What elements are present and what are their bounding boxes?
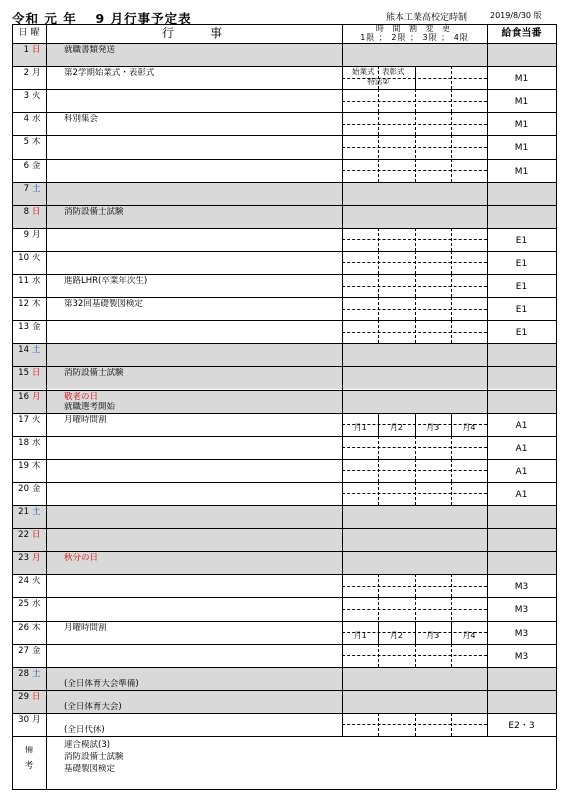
weekday: 月 [32, 553, 41, 564]
timetable-divider [378, 644, 379, 667]
row-line [12, 690, 556, 691]
event-text: 第2学期始業式・表彰式 [64, 68, 155, 79]
period-change: 月2 [389, 630, 403, 640]
lunch-duty-value: A1 [515, 420, 528, 431]
day-number: 12 [18, 299, 29, 310]
timetable-divider [415, 251, 416, 274]
day-number: 26 [18, 622, 29, 633]
timetable-divider [451, 112, 452, 135]
lunch-duty-value: E2・3 [508, 720, 535, 731]
timetable-divider [451, 644, 452, 667]
timetable-divider [378, 251, 379, 274]
lunch-duty-value: E1 [515, 235, 528, 246]
event-text: (全日体育大会準備) [64, 678, 139, 689]
day-number: 6 [23, 160, 29, 171]
timetable-divider [378, 274, 379, 297]
weekday: 木 [32, 137, 41, 148]
day-number: 27 [18, 645, 29, 656]
event-text: 就職書類発送 [64, 45, 116, 55]
timetable-divider [415, 320, 416, 343]
lunch-duty-value: M1 [514, 166, 529, 177]
lunch-duty-value: A1 [515, 489, 528, 500]
timetable-divider [378, 413, 379, 436]
timetable-divider [451, 574, 452, 597]
lunch-duty-value: E1 [515, 305, 528, 316]
weekday: 土 [32, 183, 41, 194]
row-gray-fill [12, 505, 556, 528]
event-text: 月曜時間割 [64, 622, 107, 633]
weekday: 月 [32, 714, 41, 725]
row-line [12, 621, 556, 622]
period-change-note: 特活② [367, 77, 390, 87]
event-text: 第32回基礎製図検定 [64, 299, 143, 310]
lunch-duty-value: E1 [515, 282, 528, 292]
day-number: 19 [18, 460, 29, 471]
timetable-divider [415, 644, 416, 667]
weekday: 金 [32, 322, 41, 333]
event-text: (全日体育大会) [64, 701, 122, 712]
day-number: 5 [23, 137, 29, 148]
timetable-divider [378, 621, 379, 644]
timetable-divider [451, 482, 452, 505]
timetable-divider [415, 459, 416, 482]
lunch-duty-value: M1 [514, 74, 529, 85]
lunch-duty-value: A1 [515, 443, 528, 454]
day-number: 9 [23, 229, 29, 240]
timetable-divider [415, 713, 416, 736]
weekday: 日 [32, 45, 41, 55]
row-line [12, 713, 556, 714]
lunch-duty-value: M1 [514, 120, 529, 131]
event-text: 月曜時間割 [64, 414, 107, 425]
row-line [12, 551, 556, 552]
events-header: 行 事 [161, 26, 226, 40]
day-number: 30 [18, 714, 29, 725]
event-text: 敬老の日 [64, 391, 99, 402]
row-line [12, 135, 556, 136]
weekday: 月 [32, 229, 41, 240]
lunch-duty-value: M3 [514, 605, 529, 616]
timetable-divider [451, 459, 452, 482]
day-number: 22 [18, 530, 29, 541]
weekday: 金 [32, 645, 41, 656]
row-line [12, 89, 556, 90]
event-text: 科別集会 [64, 114, 99, 125]
lunch-duty-value: M3 [514, 628, 529, 639]
period-change: 月3 [426, 630, 440, 640]
lunch-duty-value: E1 [515, 328, 528, 339]
schedule-title: 令和 元 年 9 月行事予定表 [12, 11, 192, 26]
timetable-divider [378, 66, 379, 89]
event-text: 消防設備士試験 [64, 206, 124, 217]
day-number: 23 [18, 553, 29, 564]
timetable-divider [378, 228, 379, 251]
row-line [12, 66, 556, 67]
weekday: 水 [32, 599, 41, 610]
period-change: 月2 [389, 422, 403, 432]
timetable-divider [451, 159, 452, 182]
day-number: 17 [18, 414, 29, 425]
period-change: 月1 [353, 630, 367, 640]
day-number: 10 [18, 252, 29, 263]
timetable-divider [415, 228, 416, 251]
remark-line: 消防設備士試験 [64, 752, 124, 762]
day-number: 25 [18, 599, 29, 610]
day-number: 16 [18, 391, 29, 402]
weekday: 金 [32, 160, 41, 171]
timetable-divider [415, 66, 416, 89]
weekday: 日 [32, 368, 41, 379]
weekday: 火 [32, 252, 41, 263]
timetable-divider [378, 320, 379, 343]
row-line [12, 182, 556, 183]
weekday: 土 [32, 668, 41, 679]
row-line [12, 112, 556, 113]
row-line [12, 366, 556, 367]
event-text: 進路LHR(卒業年次生) [64, 276, 148, 286]
timetable-divider [415, 413, 416, 436]
school-name: 熊本工業高校定時制 [386, 13, 468, 23]
period-change: 月4 [462, 422, 476, 432]
day-number: 8 [23, 206, 29, 217]
timetable-divider [415, 159, 416, 182]
row-line [12, 413, 556, 414]
timetable-divider [451, 597, 452, 620]
timetable-divider [451, 66, 452, 89]
day-number: 28 [18, 668, 29, 679]
row-line [12, 505, 556, 506]
column-line [342, 24, 343, 736]
weekday: 火 [32, 576, 41, 587]
day-number: 15 [18, 368, 29, 379]
timetable-divider [415, 597, 416, 620]
row-gray-fill [12, 343, 556, 366]
timetable-divider [378, 159, 379, 182]
timetable-divider [378, 112, 379, 135]
row-line [12, 297, 556, 298]
timetable-divider [451, 251, 452, 274]
timetable-divider [451, 713, 452, 736]
timetable-divider [378, 89, 379, 112]
day-number: 1 [23, 45, 29, 55]
weekday: 土 [32, 507, 41, 517]
row-line [12, 736, 556, 737]
day-number: 21 [18, 507, 29, 517]
timetable-divider [415, 621, 416, 644]
timetable-divider [415, 274, 416, 297]
row-line [12, 597, 556, 598]
weekday: 水 [32, 114, 41, 125]
remark-line: 連合模試(3) [64, 740, 111, 750]
day-weekday-header: 日 曜 [18, 28, 40, 38]
row-gray-fill [12, 528, 556, 551]
timetable-divider [451, 135, 452, 158]
periods-header: 1限 ； 2限 ； 3限 ； 4限 [360, 33, 469, 42]
period-change: 月4 [462, 630, 476, 640]
weekday: 日 [32, 206, 41, 217]
timetable-divider [451, 621, 452, 644]
timetable-divider [451, 89, 452, 112]
event-text: 秋分の日 [64, 553, 99, 564]
day-number: 14 [18, 345, 29, 356]
day-number: 11 [18, 276, 29, 286]
version-date: 2019/8/30 版 [490, 11, 542, 20]
timetable-divider [451, 320, 452, 343]
column-line [12, 24, 13, 789]
timetable-divider [378, 135, 379, 158]
timetable-divider [378, 597, 379, 620]
timetable-divider [415, 89, 416, 112]
day-number: 24 [18, 576, 29, 587]
row-line [12, 205, 556, 206]
timetable-divider [451, 297, 452, 320]
lunch-duty-value: M3 [514, 582, 529, 593]
row-line [12, 436, 556, 437]
timetable-divider [415, 436, 416, 459]
row-line [12, 274, 556, 275]
remarks-label: 備 考 [24, 746, 34, 771]
row-line [12, 343, 556, 344]
timetable-change-header: 時 間 割 変 更 [375, 24, 454, 33]
weekday: 水 [32, 276, 41, 286]
weekday: 日 [32, 691, 41, 702]
row-line [12, 251, 556, 252]
row-line [12, 789, 556, 790]
day-number: 7 [23, 183, 29, 194]
timetable-divider [378, 482, 379, 505]
row-line [12, 667, 556, 668]
weekday: 木 [32, 460, 41, 471]
timetable-divider [378, 459, 379, 482]
period-change: 月1 [353, 422, 367, 432]
row-gray-fill [12, 182, 556, 205]
timetable-divider [378, 713, 379, 736]
weekday: 金 [32, 483, 41, 494]
timetable-divider [415, 135, 416, 158]
row-line [12, 43, 556, 44]
weekday: 水 [32, 437, 41, 448]
timetable-divider [451, 413, 452, 436]
weekday: 火 [32, 91, 41, 102]
lunch-duty-value: M3 [514, 651, 529, 662]
column-line [556, 24, 557, 789]
row-line [12, 24, 556, 25]
event-text: (全日代休) [64, 724, 105, 735]
day-number: 29 [18, 691, 29, 702]
event-text: 就職選考開始 [64, 401, 116, 412]
weekday: 月 [32, 391, 41, 402]
period-change: 月3 [426, 422, 440, 432]
timetable-divider [451, 274, 452, 297]
weekday: 火 [32, 414, 41, 425]
weekday: 木 [32, 622, 41, 633]
timetable-divider [415, 482, 416, 505]
row-line [12, 159, 556, 160]
period-change-note: 始業式・表彰式 [352, 67, 405, 77]
timetable-divider [415, 574, 416, 597]
row-line [12, 528, 556, 529]
lunch-duty-value: A1 [515, 466, 528, 477]
row-line [12, 644, 556, 645]
weekday: 土 [32, 345, 41, 356]
row-line [12, 574, 556, 575]
column-line [487, 24, 488, 736]
row-line [12, 390, 556, 391]
timetable-divider [451, 228, 452, 251]
day-number: 18 [18, 437, 29, 448]
timetable-divider [415, 297, 416, 320]
timetable-divider [451, 436, 452, 459]
lunch-duty-value: M1 [514, 143, 529, 154]
lunch-duty-header: 給食当番 [501, 28, 542, 39]
day-number: 20 [18, 483, 29, 494]
timetable-divider [378, 297, 379, 320]
lunch-duty-value: M1 [514, 97, 529, 108]
row-line [12, 228, 556, 229]
event-text: 消防設備士試験 [64, 368, 124, 379]
column-line [46, 24, 47, 789]
timetable-divider [415, 112, 416, 135]
weekday: 木 [32, 299, 41, 310]
row-line [12, 459, 556, 460]
row-line [12, 320, 556, 321]
day-number: 3 [23, 91, 29, 102]
timetable-divider [378, 574, 379, 597]
lunch-duty-value: E1 [515, 258, 528, 269]
schedule-table [12, 24, 556, 789]
day-number: 13 [18, 322, 29, 333]
day-number: 4 [23, 114, 29, 125]
row-line [12, 482, 556, 483]
remark-line: 基礎製図検定 [64, 764, 116, 774]
day-number: 2 [23, 68, 29, 79]
weekday: 日 [32, 530, 41, 541]
weekday: 月 [32, 68, 41, 79]
timetable-divider [378, 436, 379, 459]
